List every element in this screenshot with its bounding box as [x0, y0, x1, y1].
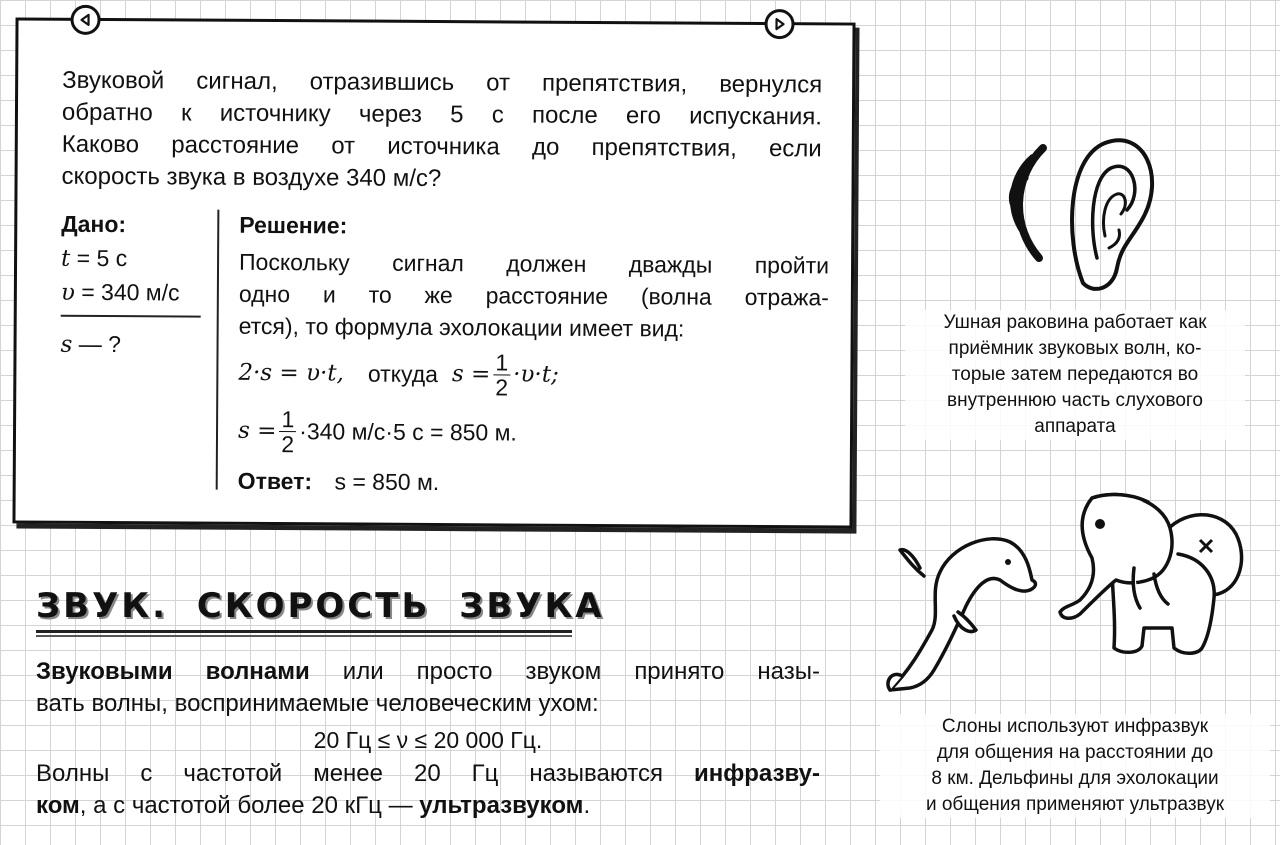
solution-line: Поскольку сигнал должен дважды пройти	[238, 248, 830, 279]
title-underline-shadow	[36, 635, 572, 637]
given-time: t = 5 с	[61, 244, 128, 272]
problem-statement	[61, 65, 822, 198]
ear-icon	[1005, 118, 1165, 298]
fraction-half: $\frac{1}{2}$	[281, 405, 295, 457]
problem-line: Каково расстояние от источника до препятствия, если	[61, 130, 822, 163]
caption-line: 8 км. Дельфины для эхолокации	[931, 768, 1219, 789]
given-divider	[61, 315, 201, 318]
prev-arrow-icon	[78, 13, 92, 27]
animals-caption	[880, 714, 1270, 818]
dolphin-icon	[880, 520, 1050, 700]
given-speed: υ = 340 м/с	[60, 278, 180, 306]
paragraph: Звуковыми волнами или просто звуком принято назы-	[36, 658, 820, 685]
elephant-icon	[1052, 488, 1252, 668]
answer	[238, 468, 828, 499]
caption-line: для общения на расстоянии до	[936, 742, 1214, 763]
paragraph: Волны с частотой менее 20 Гц называются инфразву-	[36, 760, 820, 787]
caption-line: внутреннюю часть слухового	[947, 390, 1203, 411]
section-title: ЗВУК. СКОРОСТЬ ЗВУКА	[36, 586, 605, 626]
caption-line: Ушная раковина работает как	[943, 312, 1207, 333]
problem-card	[12, 17, 855, 528]
next-button[interactable]	[764, 9, 794, 39]
next-arrow-icon	[772, 17, 786, 31]
problem-line: обратно к источнику через 5 с после его испускания.	[61, 98, 823, 131]
echo-formula: 2·s = υ·t, откуда s = $\frac{1}{2}$ ·υ·t;	[238, 348, 559, 400]
title-underline	[36, 630, 572, 633]
solution-block	[238, 208, 830, 499]
caption-line: и общения применяют ультразвук	[925, 794, 1225, 815]
problem-line: скорость звука в воздухе 340 м/с?	[61, 162, 442, 193]
solution-heading: Решение:	[239, 211, 348, 239]
body-text	[36, 656, 820, 822]
answer-label: Ответ:	[237, 467, 313, 495]
caption-line: торые затем передаются во	[951, 364, 1199, 385]
calculation-formula: s = $\frac{1}{2}$ ·340 м/с·5 с = 850 м.	[237, 405, 517, 457]
frequency-range-formula: 20 Гц ≤ ν ≤ 20 000 Гц.	[313, 727, 543, 753]
answer-value: s = 850 м.	[334, 468, 440, 496]
given-block	[60, 207, 201, 362]
caption-line: приёмник звуковых волн, ко-	[948, 338, 1202, 359]
problem-line: Звуковой сигнал, отразившись от препятствия, вернулся	[62, 66, 823, 99]
column-divider	[216, 210, 220, 490]
caption-line: аппарата	[1034, 416, 1116, 437]
ear-caption	[905, 310, 1245, 440]
prev-button[interactable]	[70, 5, 100, 35]
fraction-half: $\frac{1}{2}$	[495, 348, 509, 400]
caption-line: Слоны используют инфразвук	[941, 716, 1209, 737]
solution-text	[239, 246, 830, 346]
paragraph: вать волны, воспринимаемые человеческим ухом:	[36, 690, 599, 717]
find-distance: s — ?	[60, 330, 122, 358]
solution-line: одно и то же расстояние (волна отража-	[238, 280, 829, 311]
given-heading: Дано:	[61, 210, 127, 238]
paragraph: ком, а с частотой более 20 кГц — ультразвуком.	[36, 792, 591, 819]
solution-line: ется), то формула эхолокации имеет вид:	[238, 312, 685, 342]
